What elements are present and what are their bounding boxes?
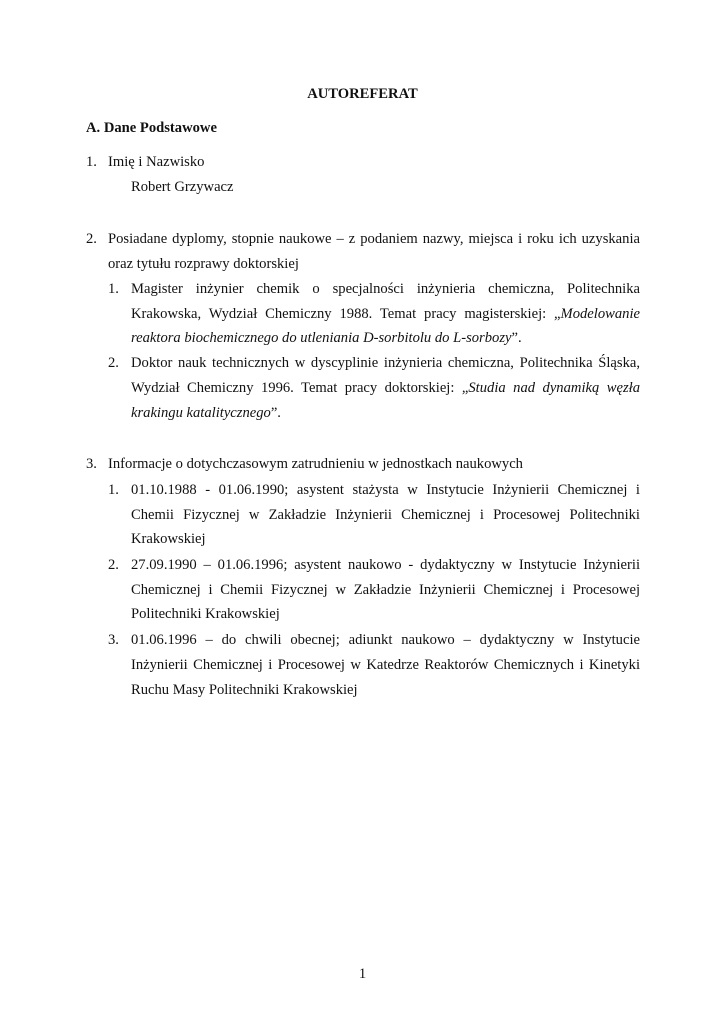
subitem-text: Ruchu Masy Politechniki Krakowskiej [131, 682, 358, 698]
page-number: 1 [358, 966, 367, 982]
thesis-title: Studia nad dynamiką węzła [468, 380, 640, 396]
subitem-text [131, 405, 281, 422]
subitem-text: Chemicznej i Chemii Fizycznej w Zakładzie Inżynierii Chemicznej i Procesowej [131, 582, 640, 598]
subitem-number: 3. [108, 632, 119, 648]
item-number: 1. [86, 154, 97, 170]
subitem-text: 27.09.1990 – 01.06.1996; asystent naukowo - dydaktyczny w Instytucie Inżynierii [131, 557, 640, 573]
subitem-text: Chemii Fizycznej w Zakładzie Inżynierii Chemicznej i Procesowej Politechniki [131, 507, 640, 523]
section-heading: A. Dane Podstawowe [86, 120, 217, 136]
subitem-text: Magister inżynier chemik o specjalności inżynieria chemiczna, Politechnika [131, 281, 640, 297]
subitem-number: 2. [108, 355, 119, 371]
item-number: 3. [86, 456, 97, 472]
person-name: Robert Grzywacz [131, 179, 234, 195]
subitem-text: 01.06.1996 – do chwili obecnej; adiunkt naukowo – dydaktyczny w Instytucie [131, 632, 640, 648]
subitem-text: Inżynierii Chemicznej i Procesowej w Katedrze Reaktorów Chemicznych i Kinetyki [131, 657, 640, 673]
item-heading: Imię i Nazwisko [108, 154, 205, 170]
subitem-text-plain: Wydział Chemiczny 1996. Temat pracy doktorskiej: „ [131, 380, 469, 396]
item-heading: Posiadane dyplomy, stopnie naukowe – z podaniem nazwy, miejsca i roku ich uzyskania [108, 231, 640, 247]
item-heading-cont: oraz tytułu rozprawy doktorskiej [108, 256, 299, 272]
document-title: AUTOREFERAT [307, 86, 418, 102]
subitem-text: 01.10.1988 - 01.06.1990; asystent stażysta w Instytucie Inżynierii Chemicznej i [131, 482, 640, 498]
thesis-title: krakingu katalitycznego [131, 405, 271, 421]
subitem-number: 2. [108, 557, 119, 573]
subitem-number: 1. [108, 482, 119, 498]
subitem-text: Krakowskiej [131, 531, 206, 547]
thesis-title: Modelowanie [560, 306, 640, 322]
subitem-number: 1. [108, 281, 119, 297]
subitem-text-plain: ”. [511, 330, 522, 346]
item-heading: Informacje o dotychczasowym zatrudnieniu w jednostkach naukowych [108, 456, 523, 472]
item-number: 2. [86, 231, 97, 247]
subitem-text: Politechniki Krakowskiej [131, 606, 280, 622]
subitem-text: Doktor nauk technicznych w dyscyplinie inżynieria chemiczna, Politechnika Śląska, [131, 355, 640, 371]
thesis-title: reaktora biochemicznego do utleniania D-sorbitolu do L-sorbozy [131, 330, 512, 346]
subitem-text [131, 330, 522, 347]
subitem-text [131, 306, 640, 323]
subitem-text-plain: ”. [270, 405, 281, 421]
subitem-text-plain: Krakowska, Wydział Chemiczny 1988. Temat pracy magisterskiej: „ [131, 306, 561, 322]
subitem-text [131, 380, 640, 397]
